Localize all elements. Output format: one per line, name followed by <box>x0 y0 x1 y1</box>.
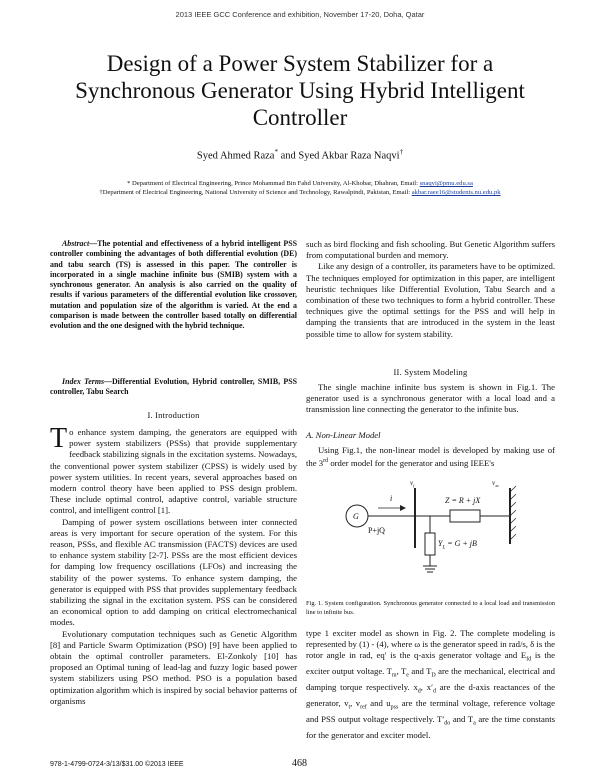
author-1: Syed Ahmed Raza <box>196 150 275 162</box>
footer-isbn: 978-1-4799-0724-3/13/$31.00 ©2013 IEEE <box>50 761 184 768</box>
figure-label-load: $Y_L = G$ + jB <box>438 539 477 551</box>
subsection-a-paragraph-1: Using Fig.1, the non-linear model is developed by making use of the 3rd order model for the generator and using IEEE's <box>306 445 555 469</box>
paragraph-after-figure <box>306 628 555 741</box>
drop-cap: T <box>50 423 68 454</box>
author-1-mark: * <box>274 148 278 156</box>
figure-label-vt: $v_t$ <box>410 479 415 490</box>
conference-header: 2013 IEEE GCC Conference and exhibition, November 17-20, Doha, Qatar <box>175 10 425 19</box>
current-arrow-head <box>400 505 406 511</box>
paragraph-after-figure-text: type 1 exciter model as shown in Fig. 2. The complete modeling is represented by (1) - (4), where ω is the generator speed in rad/s, δ is the rotor angle in rad, eq′ is the q-axis generator voltage and $E_{fd}$ is the exciter output voltage. $T_m$, $T_e$ and $T_D$ are the mechanical, electrical and damping torque respectively. $x_d$, $x'_d$ are the d-axis reactances of the generator, $v_t$, $v_{ref}$ and $u_{pss}$ are the terminal voltage, reference voltage and PSS output voltage respectively. $T'_{do}$ and $T_a$ are the time constants for the generator and exciter model. <box>306 628 556 741</box>
index-terms <box>50 377 297 398</box>
subsection-a-body <box>306 445 555 469</box>
affiliation-2-email[interactable]: akbar.raee16@students.nu.edu.pk <box>411 189 501 196</box>
affiliation-1-email[interactable]: snaqvi@pmu.edu.sa <box>419 180 473 187</box>
author-2: Syed Akbar Raza Naqvi <box>298 150 400 162</box>
abstract <box>50 239 297 332</box>
intro-paragraph-1-text: o enhance system damping, the generators are equipped with power system stabilizers (PSSs) that provide supplementary feedback stabilizing signals in the excitation systems. Nowadays, the conventional power system stabilizer (CPSS) is widely used by power system utilities. In recent years, several approaches based on modern control theory have been applied to PSS design problem. These include optimal control, adaptive control, variable structure control, and intelligent control [1]. <box>50 427 297 516</box>
intro-paragraph-2: Damping of power system oscillations between inter connected areas is very important for secure operation of the system. For this reason, PSSs, and flexible AC transmission (FACTS) devices are used to enhance system stability [2-7]. PSSs are the most efficient devices for damping low frequency oscillations (LFOs) and increasing the stability of the power systems. To enhance system damping, the generator is equipped with PSS that provides supplementary feedback stabilizing the signal in the excitation system. PSS can be considered an economical option to add damping on critical electromechanical modes. <box>50 516 297 628</box>
abstract-text: —The potential and effectiveness of a hybrid intelligent PSS controller combining the advantages of both differential evolution (DE) and tabu search (TS) is assessed in this paper. The controller is incorporated in a single machine infinite bus (SMIB) system with a synchronous generator. An analysis is also carried on the quality of results if various parameters of the differential evolution like crossover, mutation and population size of the algorithm is varied. At the end a comparison is made between the controller based totally on differential evolution and the one designed with the hybrid technique. <box>50 239 297 331</box>
local-load-box <box>425 533 435 555</box>
abstract-label: Abstract <box>62 239 90 248</box>
author-2-mark: † <box>399 148 404 156</box>
affiliation-2 <box>80 188 520 197</box>
line-impedance-box <box>450 510 480 522</box>
author-connector: and <box>280 150 296 162</box>
section-2-heading: II. System Modeling <box>393 367 468 377</box>
affiliation-1 <box>80 179 520 188</box>
right-paragraph-2: Like any design of a controller, its parameters have to be optimized. The techniques employed for optimization in this paper, are intelligent heuristic techniques like Differential Evolution, Tabu Search and a combination of these two techniques to form a hybrid controller. These techniques give the optimal settings for the PSS and will help in damping the transients that are introduced in the system in the least possible time to allow for system stability. <box>306 261 555 339</box>
intro-paragraph-3: Evolutionary computation techniques such as Genetic Algorithm [8] and Particle Swarm Optimization (PSO) [9] have been applied to obtain the optimal controller parameters. El-Zonkoly [10] has proposed an Optimal tuning of lead-lag and fuzzy logic based power system stabilizers using PSO method. PSO is a population based optimization algorithm which is inspired by social behavior patterns of organisms <box>50 628 297 706</box>
section-1-heading: I. Introduction <box>147 410 200 420</box>
introduction-body <box>50 423 297 707</box>
subsection-a-heading: A. Non-Linear Model <box>306 430 381 440</box>
figure-label-impedance: Z = R + jX <box>445 496 481 505</box>
index-terms-text: —Differential Evolution, Hybrid controller, SMIB, PSS controller, Tabu Search <box>50 377 298 397</box>
figure-1-caption: Fig. 1. System configuration. Synchronous generator connected to a local load and transmission line to infinite bus. <box>306 600 555 616</box>
right-column-top <box>306 239 555 340</box>
paper-title: Design of a Power System Stabilizer for a Synchronous Generator Using Hybrid Intelligent Controller <box>75 51 525 130</box>
section-2-body <box>306 382 555 416</box>
affiliation-2-text: †Department of Electrical Engineering, National University of Science and Technology, Rawalpindi, Pakistan, Email: <box>99 189 411 196</box>
right-paragraph-1: such as bird flocking and fish schooling. But Genetic Algorithm suffers from computational burden and memory. <box>306 239 555 261</box>
figure-label-vinf: $v_\infty$ <box>492 479 499 490</box>
section-2-paragraph-1: The single machine infinite bus system is shown in Fig.1. The generator used is a synchronous generator with a local load and a transmission line connecting the generator to the infinite bus. <box>306 382 555 415</box>
author-line <box>0 148 600 162</box>
figure-1-diagram <box>330 478 530 588</box>
figure-label-pq: P+jQ <box>368 526 385 535</box>
index-terms-label: Index Terms <box>62 377 105 386</box>
figure-label-i: i <box>390 494 393 503</box>
affiliation-1-text: * Department of Electrical Engineering, Prince Mohammad Bin Fahd University, Al-Khobar, Dhahran, Email: <box>127 180 418 187</box>
figure-label-generator: G <box>353 512 359 521</box>
intro-paragraph-1 <box>50 423 297 517</box>
page-number: 468 <box>292 758 307 769</box>
